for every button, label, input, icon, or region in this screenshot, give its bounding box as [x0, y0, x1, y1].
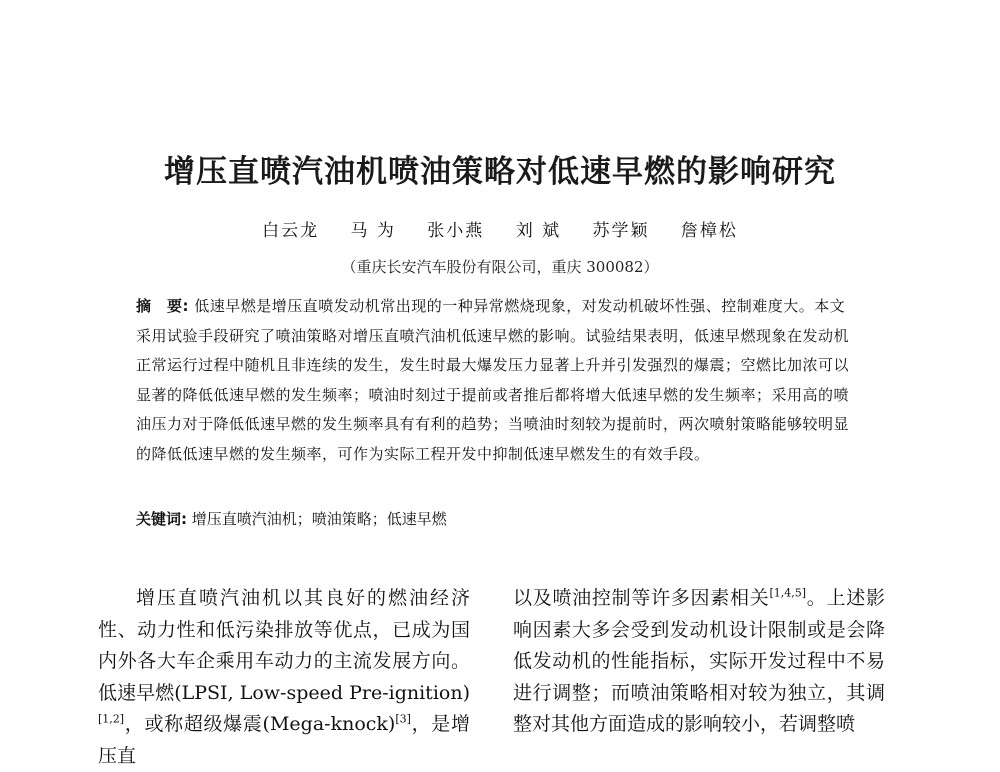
author-name: 张小燕	[427, 221, 485, 241]
author-name: 苏学颖	[592, 221, 650, 241]
body-column-right	[513, 583, 885, 741]
affiliation: （重庆长安汽车股份有限公司，重庆 300082）	[341, 258, 659, 276]
citation-ref: [3]	[395, 712, 411, 726]
body-column-left	[98, 583, 470, 772]
citation-ref: [1,2]	[98, 712, 125, 726]
body-paragraph	[513, 583, 885, 741]
body-text: 增压直喷汽油机以其良好的燃油经济性、动力性和低污染排放等优点，已成为国内外各大车企乘用车动力的主流发展方向。低速早燃(LPSI, Low-speed Pre-ignition)	[98, 587, 470, 704]
author-name: 刘 斌	[515, 221, 562, 241]
abstract-text: 低速早燃是增压直喷发动机常出现的一种异常燃烧现象，对发动机破坏性强、控制难度大。本文采用试验手段研究了喷油策略对增压直喷汽油机低速早燃的影响。试验结果表明，低速早燃现象在发动机正常运行过程中随机且非连续的发生，发生时最大爆发压力显著上升并引发强烈的爆震；空燃比加浓可以显著的降低低速早燃的发生频率；喷油时刻过于提前或者推后都将增大低速早燃的发生频率；采用高的喷油压力对于降低低速早燃的发生频率具有有利的趋势；当喷油时刻较为提前时，两次喷射策略能够较明显的降低低速早燃的发生频率，可作为实际工程开发中抑制低速早燃发生的有效手段。	[136, 297, 850, 463]
keywords-label: 关键词:	[136, 510, 187, 528]
body-text: ，是增压直	[98, 713, 470, 767]
abstract	[136, 292, 854, 469]
keywords	[136, 508, 854, 529]
abstract-label: 摘 要:	[136, 297, 189, 315]
paper-title: 增压直喷汽油机喷油策略对低速早燃的影响研究	[164, 154, 836, 190]
author-name: 马 为	[350, 221, 396, 241]
body-text: 。上述影响因素大多会受到发动机设计限制或是会降低发动机的性能指标，实际开发过程中不易进行调整；而喷油策略相对较为独立，其调整对其他方面造成的影响较小，若调整喷	[513, 587, 885, 735]
citation-ref: [1,4,5]	[769, 586, 807, 600]
body-paragraph	[98, 583, 470, 772]
author-list	[0, 216, 1000, 241]
keywords-text: 增压直喷汽油机；喷油策略；低速早燃	[191, 510, 447, 528]
author-name: 白云龙	[262, 221, 320, 241]
body-text: 以及喷油控制等许多因素相关	[513, 587, 770, 609]
author-name: 詹樟松	[680, 221, 738, 241]
body-text: ，或称超级爆震(Mega-knock)	[124, 713, 396, 735]
